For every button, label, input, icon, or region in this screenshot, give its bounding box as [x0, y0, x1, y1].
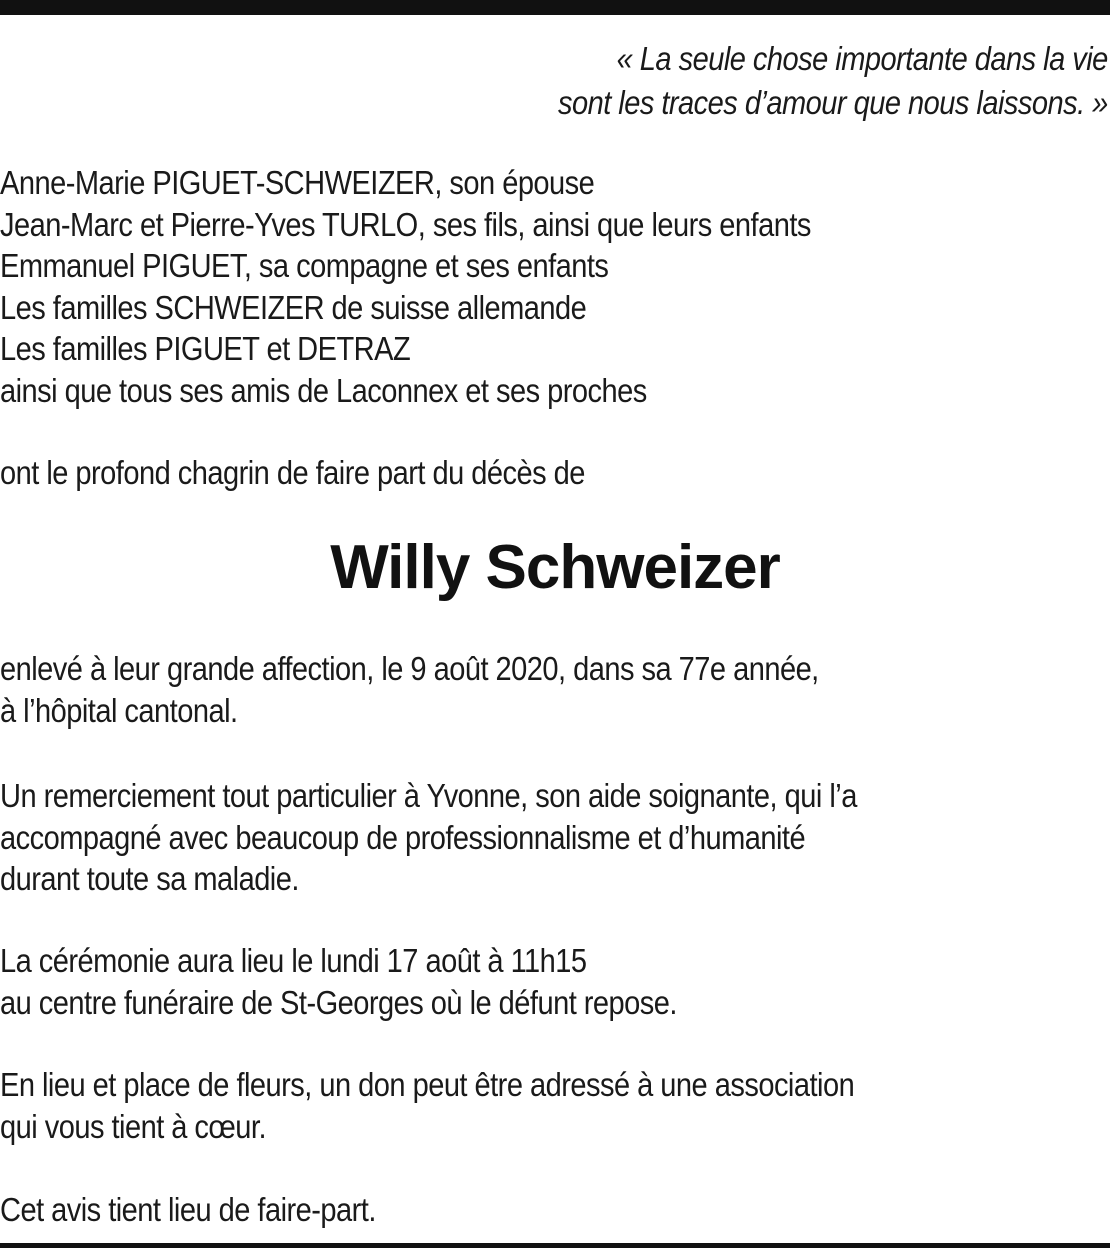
closing-line: Cet avis tient lieu de faire-part. [0, 1191, 376, 1228]
donation-paragraph [0, 1064, 854, 1147]
family-list [0, 162, 811, 411]
top-border-rule [0, 0, 1110, 15]
closing-note [0, 1189, 376, 1231]
quote-line: « La seule chose importante dans la vie [616, 40, 1108, 77]
epigraph-quote [558, 37, 1108, 125]
bottom-border-rule [0, 1243, 1110, 1248]
announcement-text [0, 452, 585, 494]
death-notice-line: à l’hôpital cantonal. [0, 691, 238, 729]
death-notice-line: enlevé à leur grande affection, le 9 août 2020, dans sa 77e année, [0, 650, 819, 687]
donation-line: qui vous tient à cœur. [0, 1107, 267, 1145]
deceased-name: Willy Schweizer [330, 533, 780, 602]
ceremony-line: La cérémonie aura lieu le lundi 17 août à 11h15 [0, 942, 587, 979]
announcement-line: ont le profond chagrin de faire part du décès de [0, 454, 585, 491]
family-member-line: Anne-Marie PIGUET-SCHWEIZER, son épouse [0, 164, 595, 201]
donation-line: En lieu et place de fleurs, un don peut être adressé à une association [0, 1066, 855, 1103]
quote-line: sont les traces d’amour que nous laissons. » [558, 84, 1108, 121]
ceremony-paragraph [0, 940, 677, 1023]
family-member-line: Les familles PIGUET et DETRAZ [0, 330, 411, 367]
thanks-line: durant toute sa maladie. [0, 860, 299, 897]
family-member-line: Emmanuel PIGUET, sa compagne et ses enfants [0, 247, 609, 284]
thanks-line: Un remerciement tout particulier à Yvonne, son aide soignante, qui l’a [0, 777, 857, 814]
family-member-line: Jean-Marc et Pierre-Yves TURLO, ses fils, ainsi que leurs enfants [0, 205, 811, 243]
family-member-line: Les familles SCHWEIZER de suisse allemande [0, 288, 587, 326]
ceremony-line: au centre funéraire de St-Georges où le défunt repose. [0, 983, 677, 1021]
family-member-line: ainsi que tous ses amis de Laconnex et ses proches [0, 371, 647, 409]
death-notice-paragraph [0, 648, 819, 731]
thanks-line: accompagné avec beaucoup de professionnalisme et d’humanité [0, 818, 806, 856]
thanks-paragraph [0, 775, 857, 900]
